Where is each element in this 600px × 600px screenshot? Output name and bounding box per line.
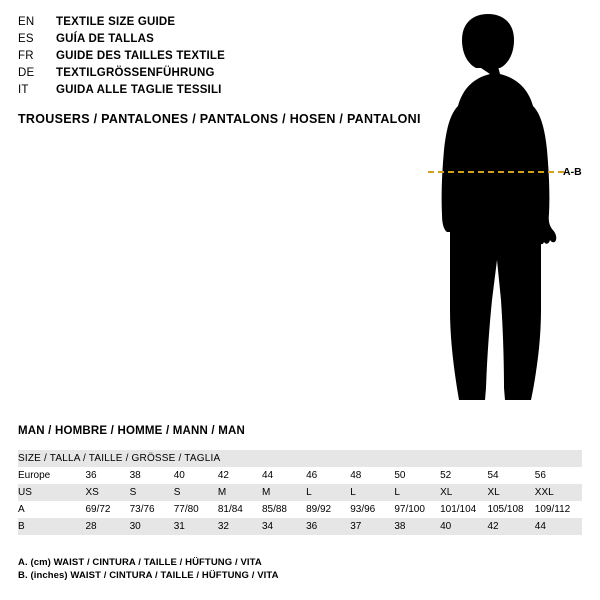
language-row bbox=[18, 16, 348, 33]
table-cell: XXL bbox=[534, 487, 554, 498]
table-cell: 109/112 bbox=[534, 504, 571, 515]
table-cell: 42 bbox=[487, 521, 499, 532]
table-cell: 97/100 bbox=[394, 504, 425, 515]
table-cell: 77/80 bbox=[173, 504, 199, 515]
footnote-a: A. (cm) WAIST / CINTURA / TAILLE / HÜFTUNG / VITA bbox=[18, 557, 262, 568]
footnotes bbox=[18, 556, 279, 582]
table-cell: 38 bbox=[394, 521, 406, 532]
language-text: TEXTILGRÖSSENFÜHRUNG bbox=[56, 67, 215, 79]
table-cell: 48 bbox=[350, 470, 362, 481]
table-cell: 50 bbox=[394, 470, 406, 481]
table-cell: 105/108 bbox=[487, 504, 524, 515]
table-cell: 32 bbox=[217, 521, 229, 532]
table-cell: XL bbox=[440, 487, 453, 498]
table-row bbox=[18, 501, 582, 518]
table-cell: 73/76 bbox=[129, 504, 155, 515]
language-text: TEXTILE SIZE GUIDE bbox=[56, 16, 176, 28]
table-cell: 34 bbox=[261, 521, 274, 532]
silhouette-figure bbox=[400, 10, 595, 405]
table-cell: 85/88 bbox=[261, 504, 287, 515]
table-cell: 93/96 bbox=[350, 504, 376, 515]
footnote-b: B. (inches) WAIST / CINTURA / TAILLE / HÜFTUNG / VITA bbox=[18, 570, 279, 581]
table-cell: 101/104 bbox=[440, 504, 477, 515]
language-code: EN bbox=[18, 16, 35, 28]
table-cell: L bbox=[394, 487, 400, 498]
man-silhouette-icon bbox=[400, 10, 595, 405]
table-cell: S bbox=[173, 487, 181, 498]
language-row bbox=[18, 67, 348, 84]
row-label: A bbox=[18, 504, 25, 515]
table-cell: 44 bbox=[534, 521, 546, 532]
language-code: IT bbox=[18, 84, 29, 96]
row-label: B bbox=[18, 521, 25, 532]
size-table bbox=[18, 450, 582, 535]
table-cell: 44 bbox=[261, 470, 274, 481]
table-row bbox=[18, 467, 582, 484]
section-title-man: MAN / HOMBRE / HOMME / MANN / MAN bbox=[18, 425, 246, 437]
language-row bbox=[18, 84, 348, 101]
table-cell: 36 bbox=[85, 470, 97, 481]
language-row bbox=[18, 33, 348, 50]
table-cell: 40 bbox=[173, 470, 185, 481]
language-list bbox=[18, 16, 348, 101]
language-text: GUIDE DES TAILLES TEXTILE bbox=[56, 50, 225, 62]
table-cell: M bbox=[261, 487, 271, 498]
table-cell: S bbox=[129, 487, 137, 498]
table-cell: 36 bbox=[306, 521, 318, 532]
table-cell: 89/92 bbox=[306, 504, 332, 515]
table-cell: 69/72 bbox=[85, 504, 111, 515]
table-cell: M bbox=[217, 487, 227, 498]
table-row bbox=[18, 484, 582, 501]
table-cell: 42 bbox=[217, 470, 229, 481]
table-cell: 30 bbox=[129, 521, 141, 532]
page-title: TROUSERS / PANTALONES / PANTALONS / HOSEN / PANTALONI bbox=[18, 112, 421, 126]
table-cell: 37 bbox=[350, 521, 362, 532]
table-cell: 54 bbox=[487, 470, 499, 481]
table-cell: XL bbox=[487, 487, 500, 498]
table-cell: 52 bbox=[440, 470, 452, 481]
language-text: GUÍA DE TALLAS bbox=[56, 33, 154, 45]
table-cell: 81/84 bbox=[217, 504, 243, 515]
table-cell: 46 bbox=[306, 470, 318, 481]
table-cell: L bbox=[350, 487, 356, 498]
table-cell: 28 bbox=[85, 521, 97, 532]
table-cell: XS bbox=[85, 487, 99, 498]
row-label: US bbox=[18, 487, 32, 498]
table-cell: L bbox=[306, 487, 312, 498]
row-label: Europe bbox=[18, 470, 51, 481]
table-cell: 38 bbox=[129, 470, 141, 481]
language-code: ES bbox=[18, 33, 34, 45]
language-code: DE bbox=[18, 67, 35, 79]
table-cell: 40 bbox=[440, 521, 452, 532]
language-row bbox=[18, 50, 348, 67]
table-cell: 31 bbox=[173, 521, 185, 532]
table-row bbox=[18, 518, 582, 535]
table-cell: 56 bbox=[534, 470, 546, 481]
table-row-header bbox=[18, 450, 582, 467]
table-header-label: SIZE / TALLA / TAILLE / GRÖSSE / TAGLIA bbox=[18, 453, 221, 464]
measure-label-ab: A-B bbox=[563, 166, 582, 178]
language-code: FR bbox=[18, 50, 34, 62]
language-text: GUIDA ALLE TAGLIE TESSILI bbox=[56, 84, 222, 96]
